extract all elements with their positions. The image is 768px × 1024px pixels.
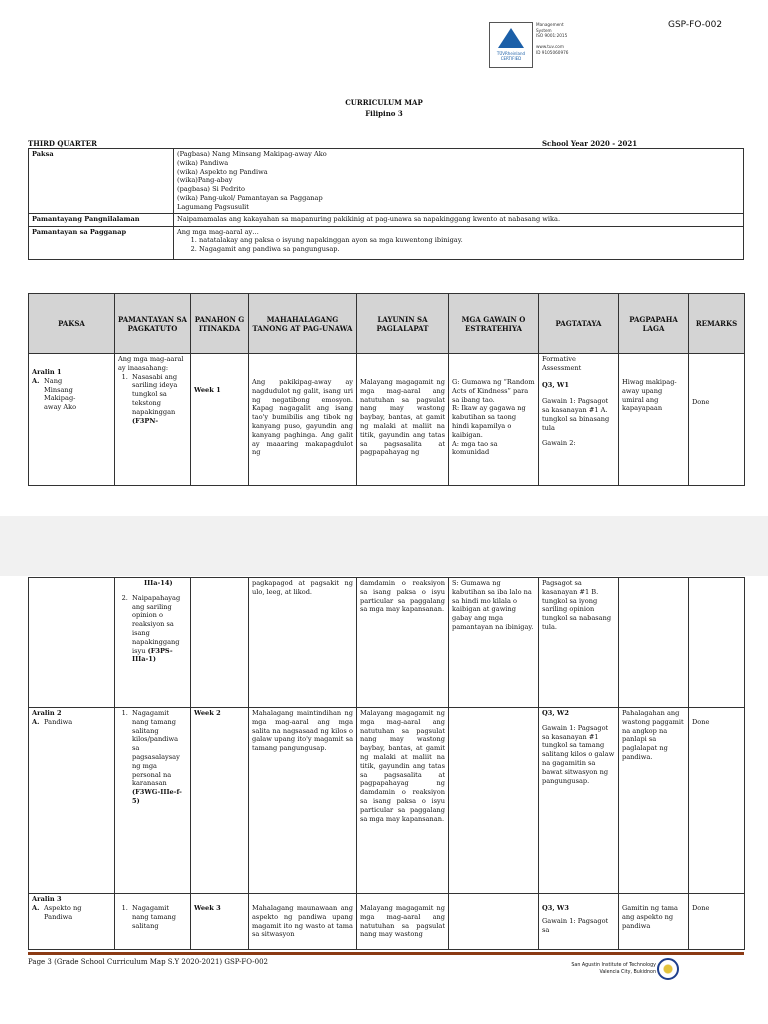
pagtataya-cell: Q3, W3 Gawain 1: Pagsagot sa [539,894,619,950]
layunin-cell: Malayang magagamit ng mga mag-aaral ang natutuhan sa pagsulat nang may wastong [357,894,449,950]
header-paksa: PAKSA [29,294,115,354]
week-cell [191,578,249,708]
school-seal-icon [657,958,679,980]
header-panahon: PANAHON G ITINAKDA [191,294,249,354]
header-layunin: LAYUNIN SA PAGLALAPAT [357,294,449,354]
paksa-list: (Pagbasa) Nang Minsang Makipag-away Ako (wika) Pandiwa (wika) Aspekto ng Pandiwa (wika)Pang-abay (pagbasa) Si Pedrito (wika) Pang-ukol/ Pamantayan sa Pagganap Lagumang Pagsusulit [174,149,744,214]
table-row [29,894,745,950]
header-pagtataya: PAGTATAYA [539,294,619,354]
pagganap-row [29,226,744,259]
remarks-cell: Done [689,708,745,894]
doc-code: GSP-FO-002 [668,20,723,30]
pagtataya-cell: Formative Assessment Q3, W1 Gawain 1: Pagsagot sa kasanayan #1 A. tungkol sa binasang tula Gawain 2: [539,354,619,486]
doc-title: CURRICULUM MAP [345,98,423,107]
info-table [28,148,744,260]
paksa-cell: Aralin 3 A. Aspekto ng Pandiwa [29,894,115,950]
remarks-cell: Done [689,354,745,486]
tanong-cell: pagkapagod at pagsakit ng ulo, leeg, at likod. [249,578,357,708]
week-cell: Week 3 [191,894,249,950]
header-gawain: MGA GAWAIN O ESTRATEHIYA [449,294,539,354]
pagpapahalaga-cell [619,578,689,708]
remarks-cell: Done [689,894,745,950]
school-year: School Year 2020 - 2021 [542,139,638,148]
paksa-cell: Aralin 1 A. Nang Minsang Makipag-away Ako [29,354,115,486]
footer-text: Page 3 (Grade School Curriculum Map S.Y 2020-2021) GSP-FO-002 [28,958,269,966]
header-remarks: REMARKS [689,294,745,354]
week-cell: Week 1 [191,354,249,486]
pangnilalaman-label: Pamantayang Pangnilalaman [29,213,174,226]
paksa-cell [29,578,115,708]
layunin-cell: Malayang magagamit ng mga mag-aaral ang natutuhan sa pagsulat nang may wastong baybay, bantas, at gamit ng malaki at maliit na titik, gayundin ang tatas sa pagsasalita at pagpapahayag ng damdamin o reaksiyon sa isang paksa o isyu particular sa paggalang sa mga may kapansanan. [357,708,449,894]
paksa-cell: Aralin 2 A. Pandiwa [29,708,115,894]
title-block [0,97,768,119]
pagganap-content: Ang mga mag-aaral ay… 1. natatalakay ang paksa o isyung napakinggan ayon sa mga kuwentong ibinigay. 2. Nagagamit ang pandiwa sa pangungusap. [174,226,744,259]
pangnilalaman-text: Naipamamalas ang kakayahan sa mapanuring pakikinig at pag-unawa sa napakinggang kwento at nabasang wika. [174,213,744,226]
table-row [29,354,745,486]
cert-text: Management System ISO 9001:2015 www.tuv.com ID 9105060976 [536,22,569,55]
tanong-cell: Mahalagang maunawaan ang aspekto ng pandiwa upang magamit ito ng wasto at tama sa sitwasyon [249,894,357,950]
certification-logo [489,22,581,68]
tuv-badge: TÜVRheinland CERTIFIED [489,22,533,68]
paksa-row [29,149,744,214]
pagtataya-cell: Pagsagot sa kasanayan #1 B. tungkol sa iyong sariling opinion tungkol sa nabasang tula. [539,578,619,708]
pagganap-label: Pamantayan sa Pagganap [29,226,174,259]
tanong-cell: Mahalagang maintindihan ng mga mag-aaral ang mga salita na nagsasaad ng kilos o galaw upang ito'y magamit sa tamang pangungusap. [249,708,357,894]
pagpapahalaga-cell: Pahalagahan ang wastong paggamit na angkop na panlapi sa paglalapat ng pandiwa. [619,708,689,894]
week-cell: Week 2 [191,708,249,894]
layunin-cell: Malayang magagamit ng mga mag-aaral ang natutuhan sa pagsulat nang may wastong baybay, bantas, at gamit ng malaki at maliit na titik, gayundin ang tatas sa pagsasalita at pagpapahayag ng [357,354,449,486]
remarks-cell [689,578,745,708]
layunin-cell: damdamin o reaksiyon sa isang paksa o isyu particular sa paggalang sa mga may kapansanan. [357,578,449,708]
tanong-cell: Ang pakikipag-away ay nagdudulot ng galit, isang uri ng negatibong emosyon. Kapag nagagalit ang isang tao'y bumibilis ang tibok ng kanyang puso, gayundin ang kanyang paghinga. Ang galit ay maaaring makapagdulot ng [249,354,357,486]
table-row [29,578,745,708]
pangnilalaman-row [29,213,744,226]
paksa-label: Paksa [29,149,174,214]
gawain-cell [449,894,539,950]
school-name: San Agustin Institute of Technology Valencia City, Bukidnon [571,963,656,975]
pamantayan-cell: 1. Nagagamit nang tamang salitang [115,894,191,950]
footer-divider [28,952,744,955]
header-pagpapahalaga: PAGPAPAHA LAGA [619,294,689,354]
pamantayan-cell: IIIa-14) 2. Naipapahayag ang sariling opinion o reaksiyon sa isang napakinggang isyu (F3PS-IIIa-1) [115,578,191,708]
table-row [29,708,745,894]
curriculum-table [28,293,745,486]
pamantayan-cell: 1. Nagagamit nang tamang salitang kilos/pandiwa sa pagsasalaysay ng mga personal na karanasan (F3WG-IIIe-f-5) [115,708,191,894]
header-pamantayan: PAMANTAYAN SA PAGKATUTO [115,294,191,354]
tuv-triangle-icon [498,28,524,48]
quarter-label: THIRD QUARTER [28,139,97,148]
header-tanong: MAHAHALAGANG TANONG AT PAG-UNAWA [249,294,357,354]
curriculum-table-continued [28,577,745,950]
pagpapahalaga-cell: Hiwag makipag-away upang umiral ang kapayapaan [619,354,689,486]
gawain-cell [449,708,539,894]
table-header-row [29,294,745,354]
pagpapahalaga-cell: Gamitin ng tama ang aspekto ng pandiwa [619,894,689,950]
pagtataya-cell: Q3, W2 Gawain 1: Pagsagot sa kasanayan #1 tungkol sa tamang salitang kilos o galaw na gagamitin sa bawat sitwasyon ng pangungusap. [539,708,619,894]
page-break [0,516,768,576]
gawain-cell: G: Gumawa ng “Random Acts of Kindness” para sa ibang tao. R: Ikaw ay gagawa ng kabutihan sa taong hindi kapamilya o kaibigan. A: mga tao sa komunidad [449,354,539,486]
doc-subject: Filipino 3 [365,109,403,118]
gawain-cell: S: Gumawa ng kabutihan sa iba lalo na sa hindi mo kilala o kaibigan at gawing gabay ang mga pamantayan na ibinigay. [449,578,539,708]
pamantayan-cell: Ang mga mag-aaral ay inaasahang: 1. Nasasabi ang sariling ideya tungkol sa tekstong napakinggan (F3PN- [115,354,191,486]
